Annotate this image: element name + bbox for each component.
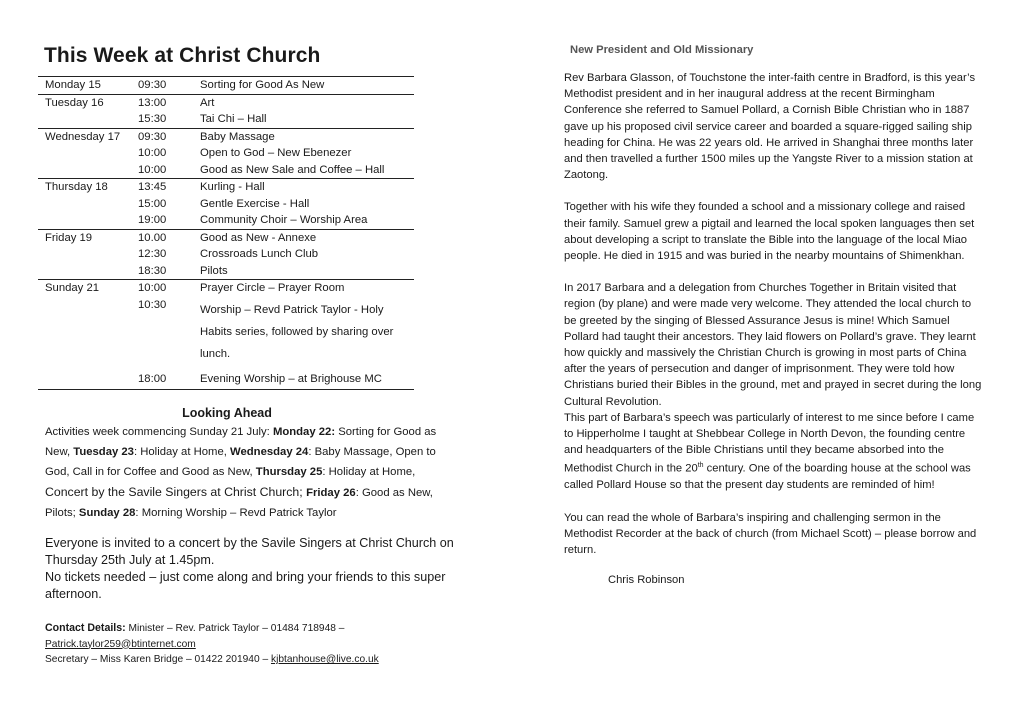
schedule-time: 18:30	[138, 264, 167, 277]
schedule-row	[38, 128, 414, 145]
schedule-act: Good as New Sale and Coffee – Hall	[200, 163, 385, 176]
schedule-day: Friday 19	[38, 229, 138, 246]
ahead-text: Activities week commencing Sunday 21 July:	[45, 426, 273, 438]
looking-ahead-heading: Looking Ahead	[182, 406, 272, 420]
schedule-row	[38, 77, 414, 95]
superscript: th	[697, 462, 704, 470]
schedule-act: Sorting for Good As New	[200, 77, 414, 95]
ahead-text: : Good as New, Pilots;	[45, 487, 433, 519]
article-paragraph	[564, 280, 984, 493]
schedule-act: Pilots	[200, 264, 228, 277]
schedule-day	[38, 145, 138, 162]
schedule-time: 15:00	[138, 197, 167, 210]
schedule-row	[38, 179, 414, 196]
article-paragraph: You can read the whole of Barbara’s inspiring and challenging sermon in the Methodist Recorder at the back of church (from Michael Scott) – please borrow and return.	[564, 511, 977, 557]
ahead-day: Monday 22:	[272, 426, 336, 438]
schedule-time: 09:30	[138, 128, 200, 145]
schedule-day	[38, 111, 138, 128]
minister-email-link[interactable]: Patrick.taylor259@btinternet.com	[45, 638, 196, 650]
schedule-time: 10:00	[138, 280, 200, 297]
article-paragraph: Rev Barbara Glasson, of Touchstone the inter-faith centre in Bradford, is this year’s Methodist president and in her inaugural address at the recent Birmingham Conference she referred to Samuel Pollard, a Cornish Bible Christian who in 1887 gave up his proposed civil service career and boarded a square-rigged sailing ship heading for China. He was 22 years old. He arrived in Shanghai three months later and then travelled a further 1500 miles up the Yangste River to a mission station at Zaotong.	[564, 72, 976, 182]
ahead-text: : Holiday at Home,	[133, 446, 231, 458]
invite-line: Everyone is invited to a concert by the Savile Singers at Christ Church on Thursday 25th July at 1.45pm.	[45, 536, 454, 567]
schedule-act: Community Choir – Worship Area	[200, 214, 368, 226]
schedule-time: 10.00	[138, 229, 200, 246]
schedule-row	[38, 229, 414, 246]
invite-line: No tickets needed – just come along and bring your friends to this super afternoon.	[45, 570, 446, 601]
schedule-day	[38, 212, 138, 229]
article-text: century. One of the boarding house at the school was called Pollard House so that the present day students are reminded of him!	[564, 463, 971, 492]
schedule-day: Tuesday 16	[38, 94, 138, 111]
schedule-row	[38, 297, 414, 365]
schedule-time: 12:30	[138, 248, 167, 260]
article-text: This part of Barbara’s speech was particularly of interest to me since before I came to Hipperholme I taught at Shebbear College in North Devon, the founding centre and headquarters of the Bible Christians until they became absorbed into the Methodist Church in the 20	[564, 411, 975, 476]
article-text: In 2017 Barbara and a delegation from Churches Together in Britain visited that region (by plane) and were made very welcome. They attended the local church to be greeted by the singing of Blessed Assurance Jesus is mine! Which Samuel Pollard had taught their ancestors. They laid flowers on Pollard’s grave. They learnt how quickly and massively the Christian Church is growing in most parts of China after the years of persecution and danger of imprisonment. They were told how Christians buried their Bibles in the ground, met and prayed in secret during the long Cultural Revolution.	[564, 282, 982, 408]
schedule-time: 19:00	[138, 214, 167, 226]
schedule-table	[38, 76, 414, 390]
schedule-row	[38, 263, 414, 280]
secretary-contact: Secretary – Miss Karen Bridge – 01422 201940 –	[45, 654, 271, 665]
schedule-act: Crossroads Lunch Club	[200, 248, 319, 260]
schedule-row	[38, 196, 414, 213]
schedule-act: Gentle Exercise - Hall	[200, 197, 310, 210]
schedule-day: Thursday 18	[38, 179, 138, 196]
right-column	[564, 44, 984, 586]
schedule-day: Wednesday 17	[38, 128, 138, 145]
schedule-act: Kurling - Hall	[200, 179, 414, 196]
schedule-act: Prayer Circle – Prayer Room	[200, 280, 414, 297]
schedule-act: Good as New - Annexe	[200, 229, 414, 246]
schedule-row	[38, 145, 414, 162]
ahead-day: Wednesday 24	[230, 446, 309, 458]
ahead-text: : Baby Massage, Open to God, Call in for Coffee and Good as New,	[45, 446, 436, 478]
ahead-day: Sunday 28	[78, 507, 136, 519]
schedule-time: 10:00	[138, 163, 167, 176]
ahead-text: : Holiday at Home,	[322, 466, 416, 478]
schedule-time: 09:30	[138, 77, 200, 95]
schedule-row	[38, 246, 414, 263]
schedule-time: 13:45	[138, 179, 200, 196]
schedule-row	[38, 365, 414, 390]
schedule-row	[38, 94, 414, 111]
ahead-day: Friday 26	[306, 487, 356, 499]
schedule-day	[38, 365, 138, 390]
ahead-text: Sorting for Good as New,	[45, 426, 437, 458]
schedule-row	[38, 162, 414, 179]
schedule-act: Art	[200, 94, 414, 111]
schedule-day	[38, 162, 138, 179]
schedule-act: Baby Massage	[200, 128, 414, 145]
concert-invite	[45, 535, 465, 603]
left-column	[38, 44, 454, 668]
schedule-day	[38, 246, 138, 263]
author-signature: Chris Robinson	[608, 574, 685, 587]
ahead-text: : Morning Worship – Revd Patrick Taylor	[135, 507, 337, 519]
schedule-row	[38, 212, 414, 229]
schedule-row	[38, 280, 414, 297]
schedule-day: Monday 15	[38, 77, 138, 95]
ahead-text: Concert by the Savile Singers at Christ Church;	[45, 485, 307, 499]
schedule-time: 13:00	[138, 94, 200, 111]
schedule-time: 15:30	[138, 113, 167, 125]
schedule-act: Evening Worship – at Brighouse MC	[200, 365, 414, 390]
page-title: This Week at Christ Church	[44, 44, 321, 67]
schedule-time: 18:00	[138, 365, 200, 390]
contact-label: Contact Details:	[45, 622, 126, 634]
article-heading: New President and Old Missionary	[570, 44, 754, 56]
schedule-day	[38, 297, 138, 365]
contact-details	[45, 621, 465, 668]
secretary-email-link[interactable]: kjbtanhouse@live.co.uk	[270, 654, 379, 665]
schedule-day	[38, 263, 138, 280]
schedule-time: 10:00	[138, 147, 167, 159]
ahead-day: Thursday 25	[255, 466, 323, 478]
schedule-day	[38, 196, 138, 213]
schedule-day: Sunday 21	[38, 280, 138, 297]
minister-contact: Minister – Rev. Patrick Taylor – 01484 718948 –	[125, 623, 345, 634]
schedule-row	[38, 111, 414, 128]
schedule-act: Tai Chi – Hall	[200, 113, 267, 125]
schedule-act: Worship – Revd Patrick Taylor - Holy Habits series, followed by sharing over lunch.	[200, 303, 394, 360]
ahead-day: Tuesday 23	[73, 446, 134, 458]
schedule-act: Open to God – New Ebenezer	[200, 147, 352, 159]
looking-ahead-text	[45, 422, 460, 523]
schedule-time: 10:30	[138, 298, 167, 311]
article-paragraph: Together with his wife they founded a school and a missionary college and raised their family. Samuel grew a pigtail and learned the local spoken languages then set about developing a script to translate the Bible into the language of the local Miao people. He died in 1915 and was buried in the nearby mountains of Shimenkhan.	[564, 201, 975, 263]
